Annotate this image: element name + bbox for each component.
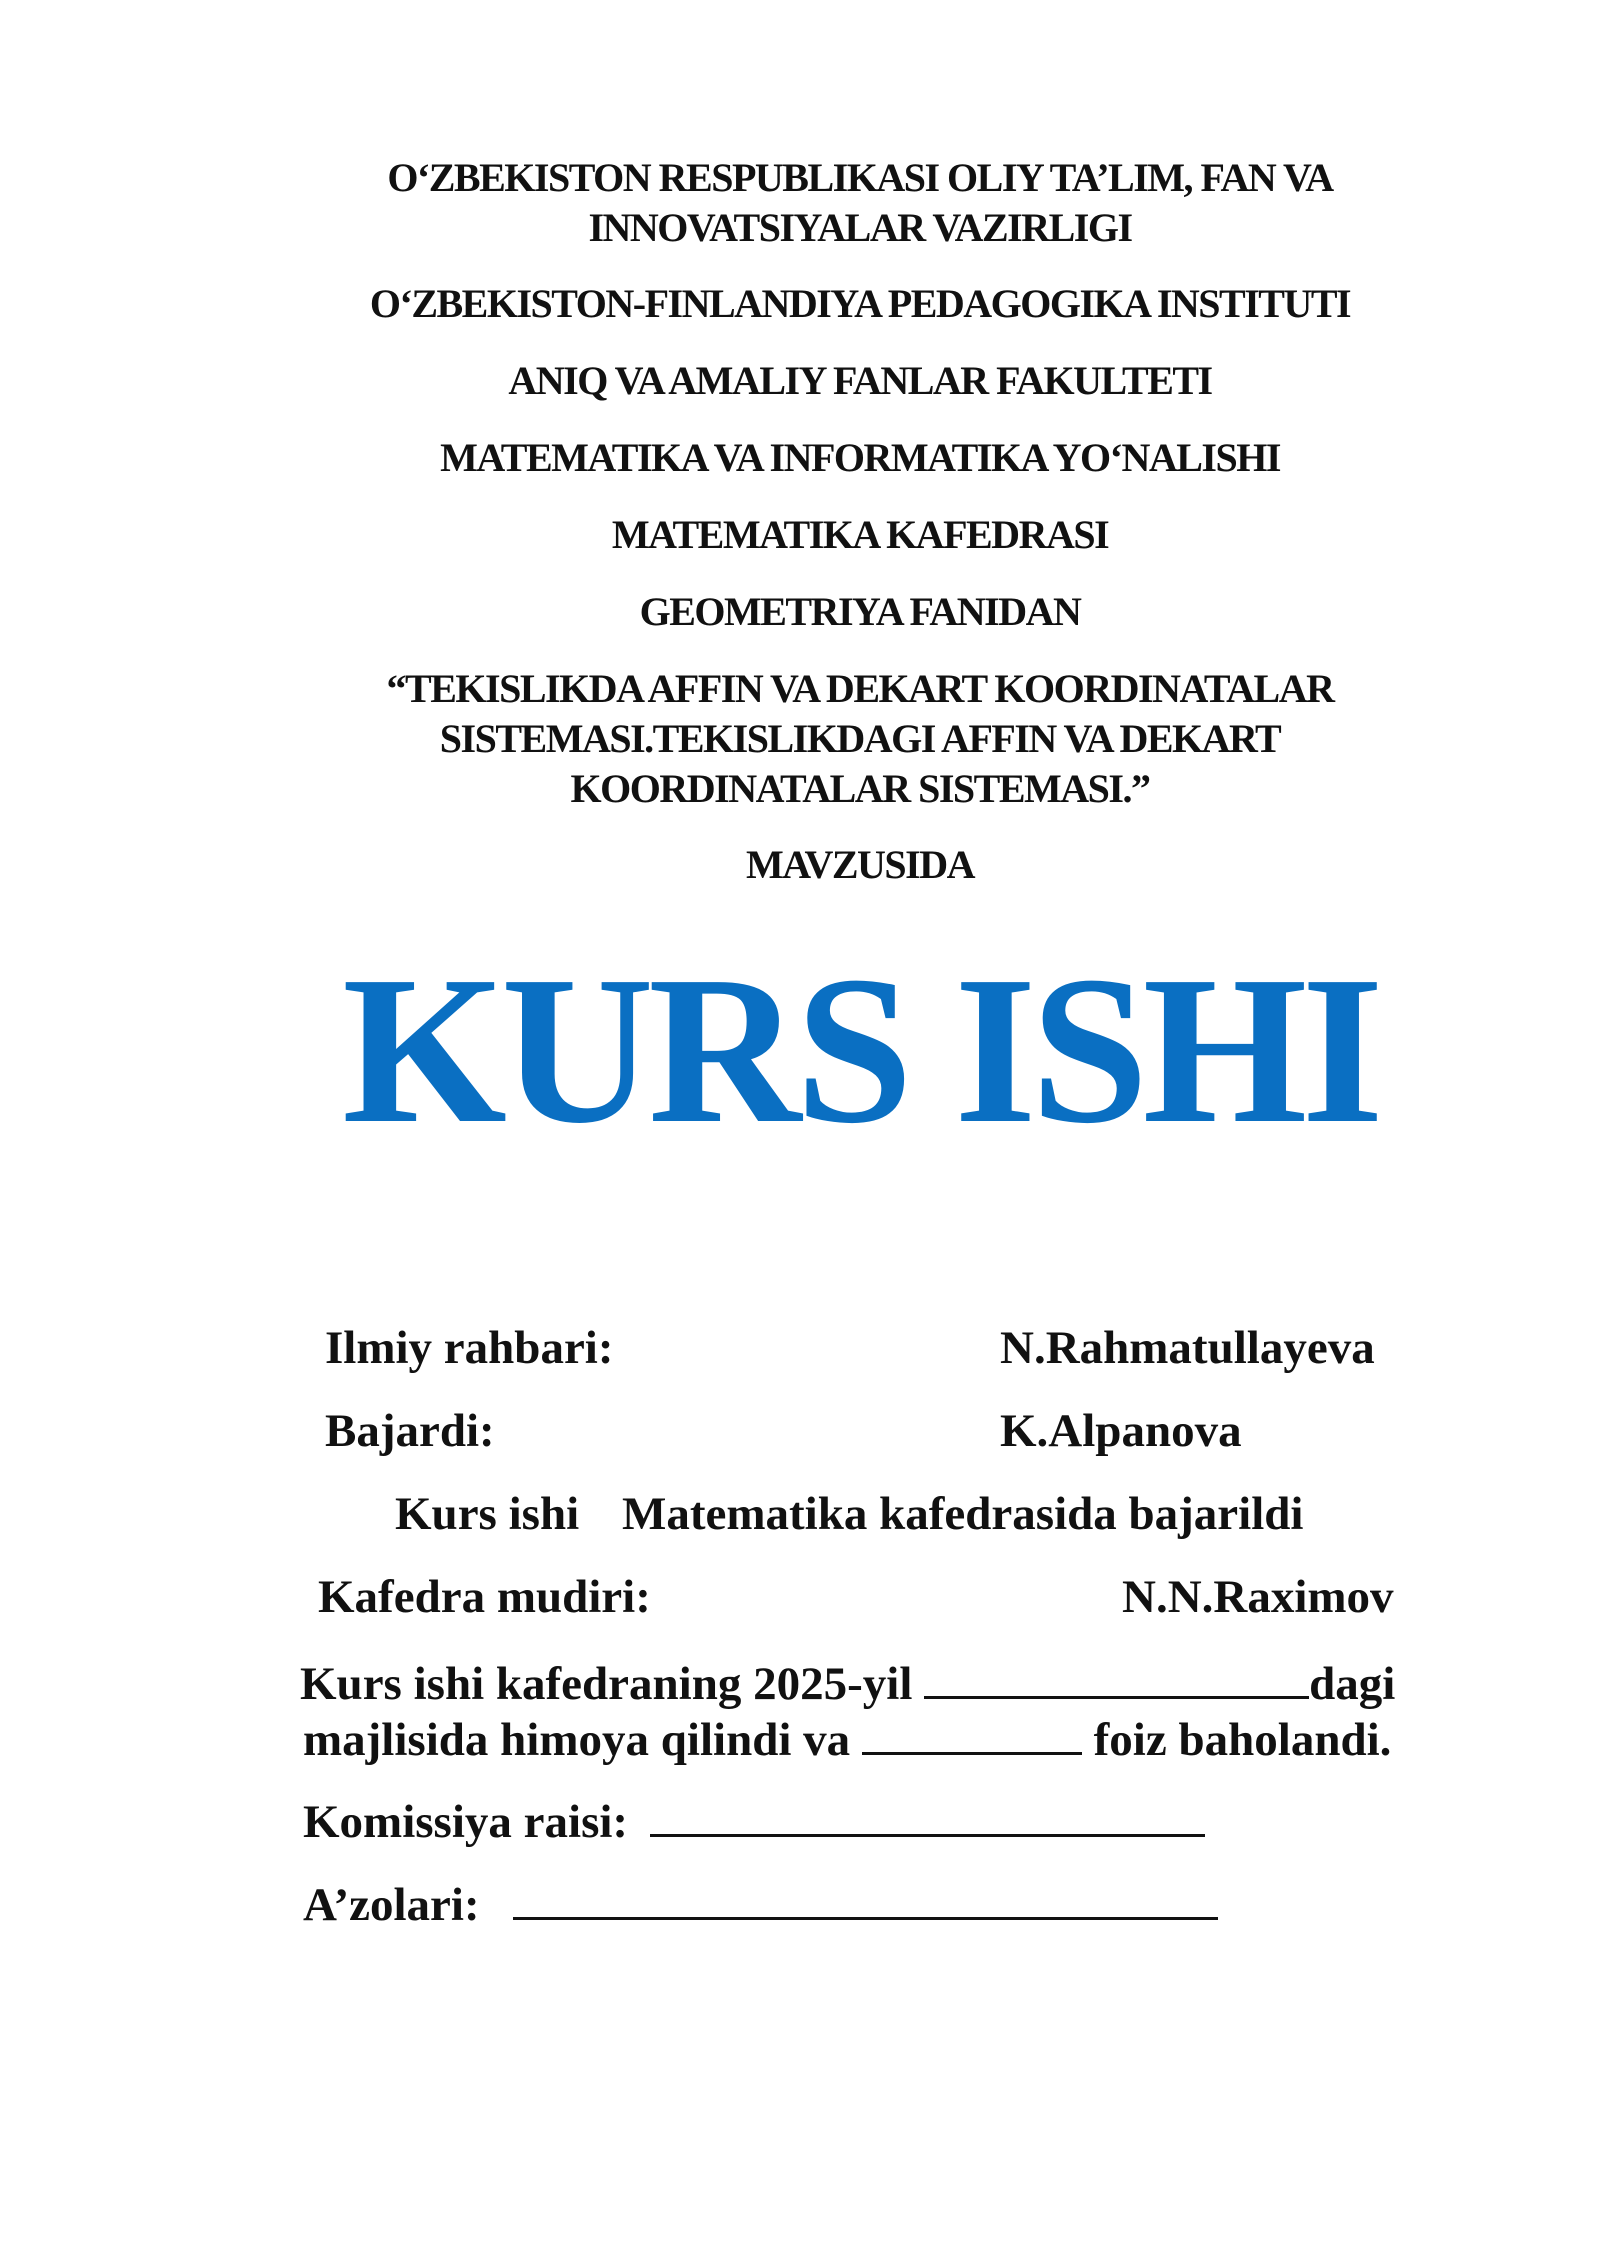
- topic-line-1: “TEKISLIKDA AFFIN VA DEKART KOORDINATALAR: [386, 666, 1334, 711]
- defense-date-blank[interactable]: [924, 1652, 1309, 1699]
- topic-line-2: SISTEMASI.TEKISLIKDAGI AFFIN VA DEKART: [439, 716, 1281, 761]
- performer-name: K.Alpanova: [1000, 1405, 1242, 1457]
- members-row: [303, 1873, 1218, 1933]
- grade-percent-blank[interactable]: [862, 1708, 1082, 1755]
- department-heading: [260, 510, 1460, 560]
- department-text: MATEMATIKA KAFEDRASI: [611, 512, 1109, 557]
- supervisor-name: N.Rahmatullayeva: [1000, 1322, 1375, 1374]
- topic-heading: [260, 664, 1460, 814]
- institute-heading: [260, 279, 1460, 329]
- head-name: N.N.Raximov: [1122, 1571, 1394, 1623]
- defense-line-2-suffix: foiz baholandi.: [1093, 1714, 1392, 1766]
- defense-line-2: [303, 1708, 1391, 1768]
- defense-line-1: [300, 1652, 1395, 1712]
- topic-line-3: KOORDINATALAR SISTEMASI.”: [570, 766, 1150, 811]
- members-signature-blank[interactable]: [513, 1873, 1218, 1920]
- members-label: A’zolari:: [303, 1879, 480, 1931]
- document-title: KURS ISHI: [342, 932, 1378, 1167]
- ministry-line-2: INNOVATSIYALAR VAZIRLIGI: [588, 205, 1132, 250]
- topic-suffix-text: MAVZUSIDA: [745, 842, 975, 887]
- ministry-heading: [260, 153, 1460, 253]
- commission-signature-blank[interactable]: [650, 1790, 1205, 1837]
- defense-line-1-text: Kurs ishi kafedraning 2025-yil: [300, 1658, 913, 1710]
- defense-line-2-text: majlisida himoya qilindi va: [303, 1714, 851, 1766]
- commission-row: [303, 1790, 1205, 1850]
- faculty-text: ANIQ VA AMALIY FANLAR FAKULTETI: [508, 358, 1212, 403]
- subject-heading: [260, 587, 1460, 637]
- institute-text: O‘ZBEKISTON-FINLANDIYA PEDAGOGIKA INSTITUTI: [369, 281, 1351, 326]
- direction-text: MATEMATIKA VA INFORMATIKA YO‘NALISHI: [440, 435, 1280, 480]
- completion-note-lead: Kurs ishi: [395, 1488, 580, 1540]
- completion-note-text: Matematika kafedrasida bajarildi: [622, 1488, 1304, 1540]
- topic-suffix: [260, 840, 1460, 890]
- head-label: Kafedra mudiri:: [318, 1571, 651, 1623]
- direction-heading: [260, 433, 1460, 483]
- defense-line-1-suffix: dagi: [1309, 1658, 1396, 1710]
- subject-text: GEOMETRIYA FANIDAN: [639, 589, 1081, 634]
- performer-label: Bajardi:: [325, 1405, 495, 1457]
- commission-label: Komissiya raisi:: [303, 1796, 629, 1848]
- supervisor-label: Ilmiy rahbari:: [325, 1322, 614, 1374]
- ministry-line-1: O‘ZBEKISTON RESPUBLIKASI OLIY TA’LIM, FAN VA: [387, 155, 1333, 200]
- faculty-heading: [260, 356, 1460, 406]
